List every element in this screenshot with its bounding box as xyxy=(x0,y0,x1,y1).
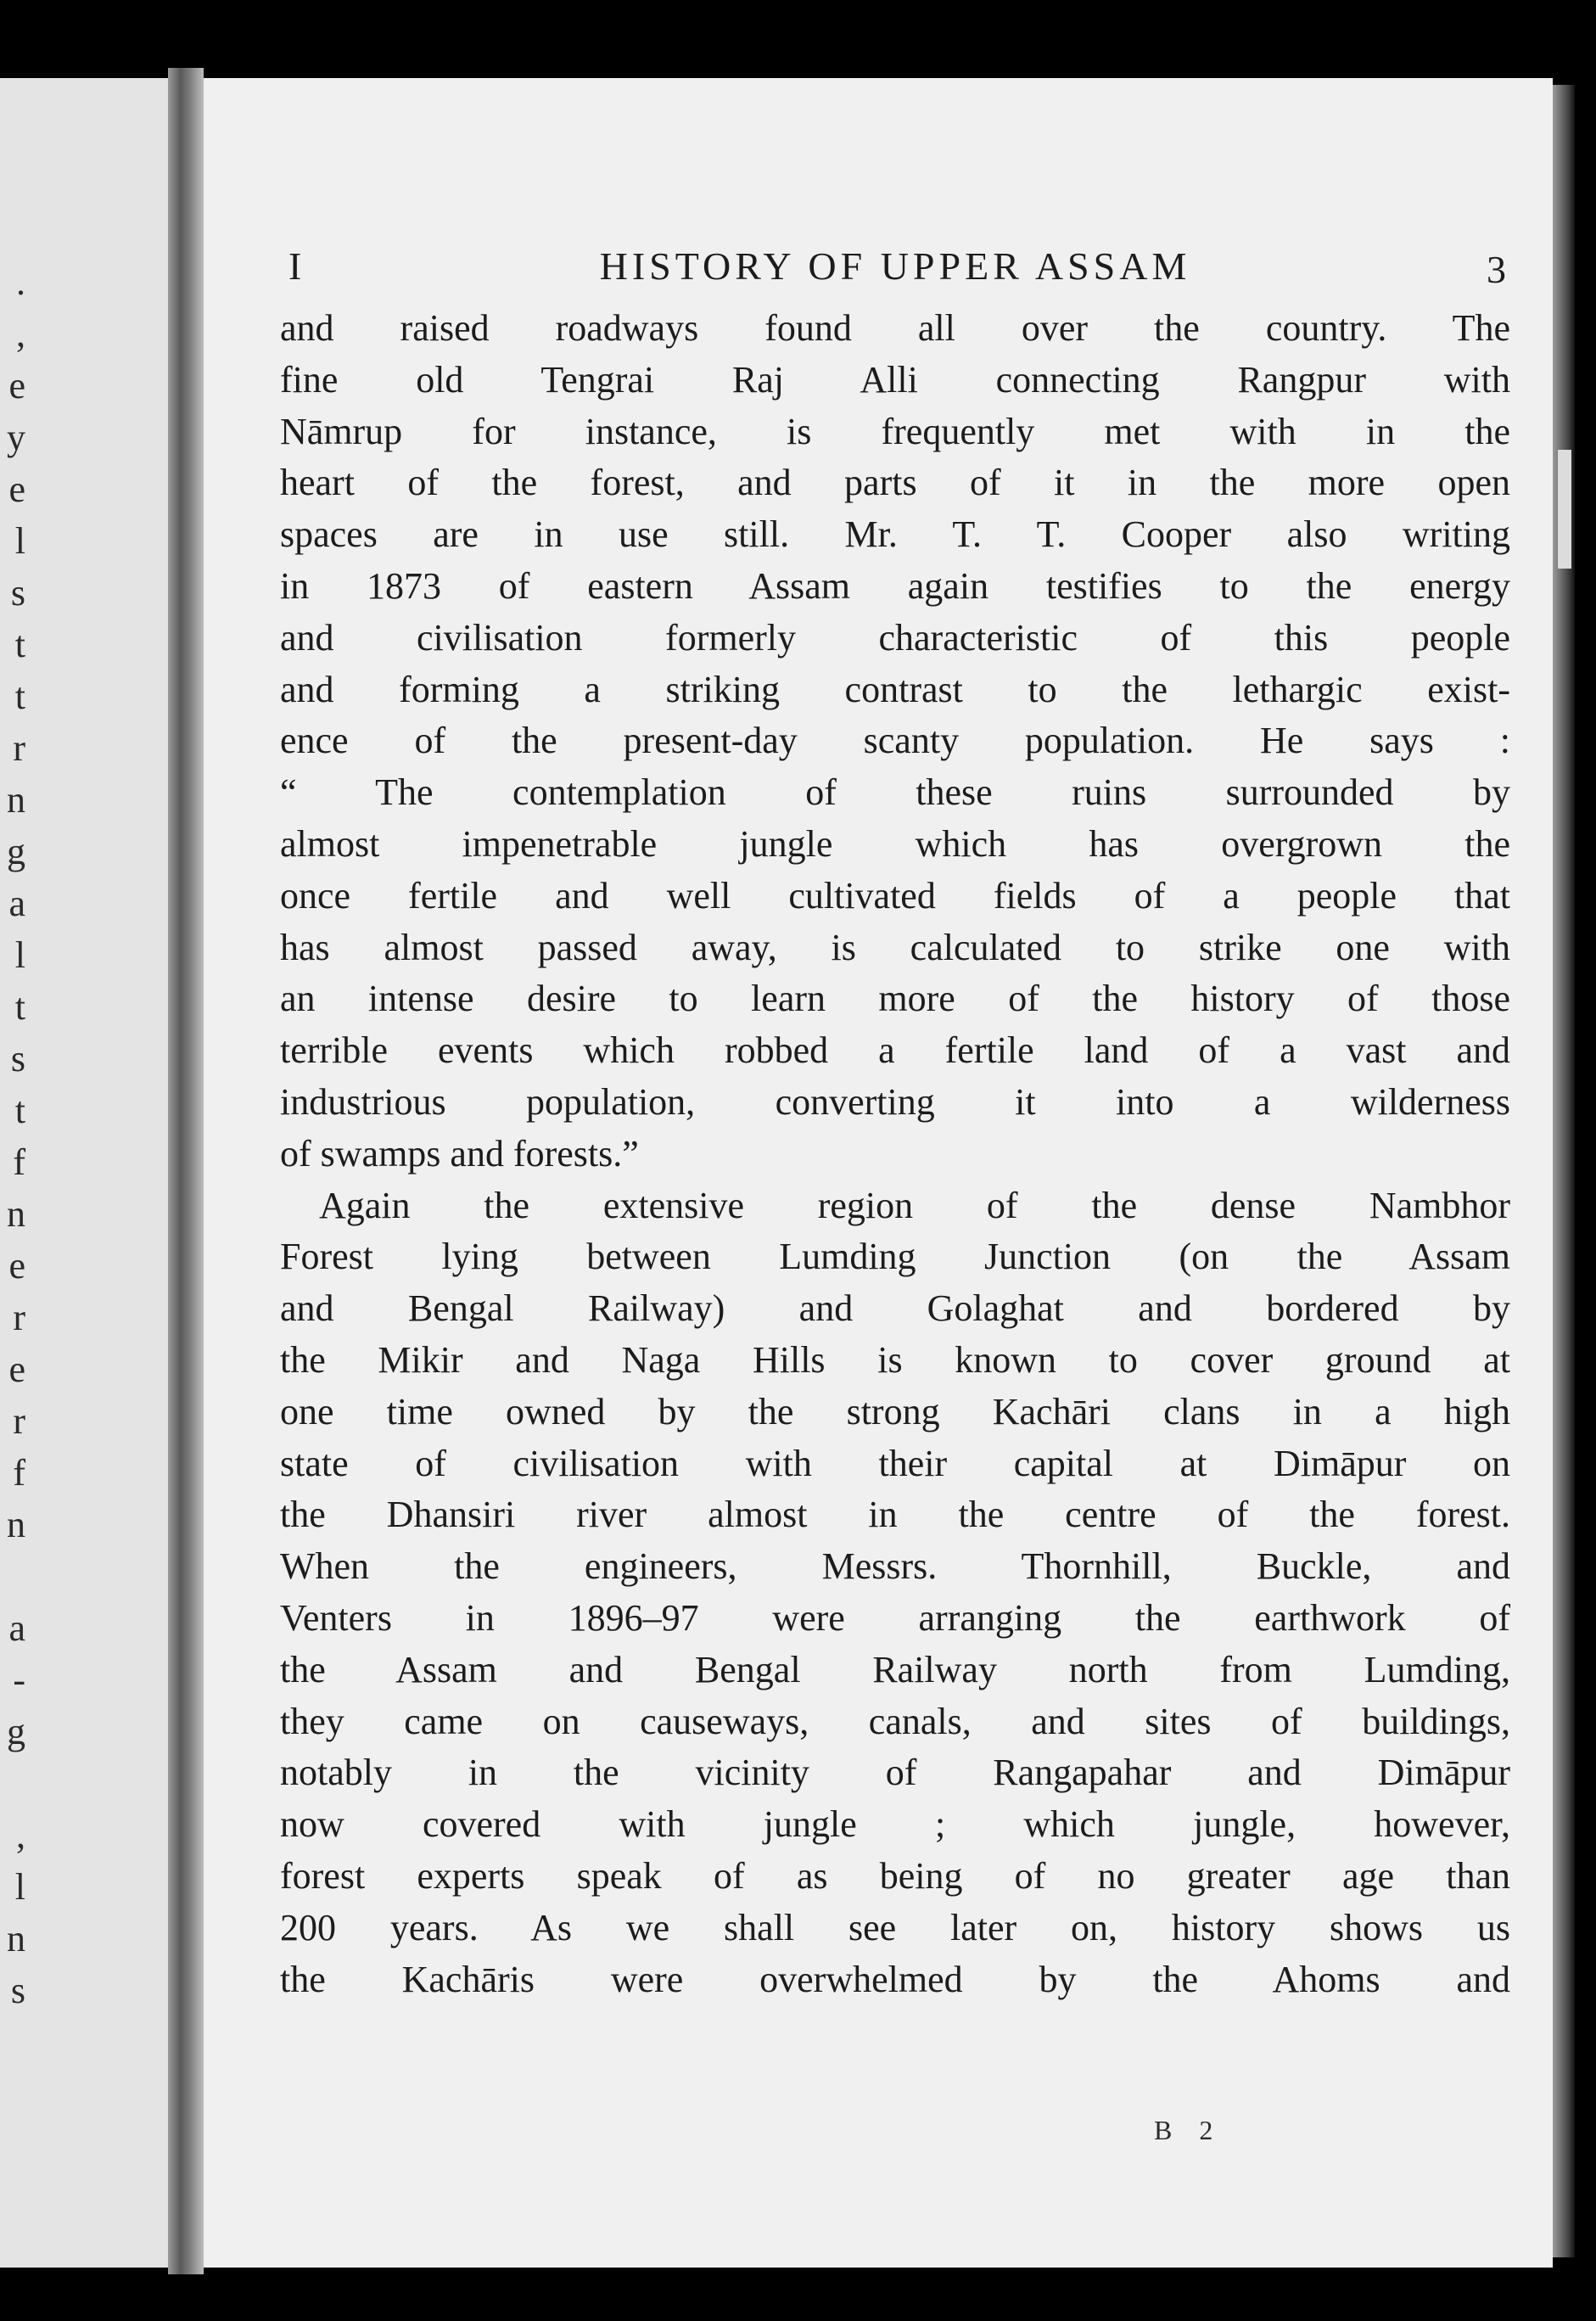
facing-page-char: . xyxy=(16,261,25,303)
text-line: has almost passed away, is calculated to strike one with xyxy=(280,926,1510,968)
printer-signature-mark: B 2 xyxy=(1154,2115,1224,2145)
facing-page-char: r xyxy=(13,1400,25,1442)
facing-page-char xyxy=(0,1550,25,1602)
facing-page-char: a xyxy=(8,883,25,924)
facing-page-char: l xyxy=(14,1866,25,1908)
facing-page-char: s xyxy=(10,572,25,614)
text-line: the Dhansiri river almost in the centre of the forest. xyxy=(280,1494,1510,1536)
text-line: they came on causeways, canals, and sites of buildings, xyxy=(280,1700,1510,1742)
facing-page-char: g xyxy=(7,831,25,872)
facing-page-char: s xyxy=(10,1038,25,1079)
facing-page-char: n xyxy=(7,779,25,821)
text-line: terrible events which robbed a fertile land of a vast and xyxy=(280,1029,1510,1072)
text-line: of swamps and forests.” xyxy=(280,1132,639,1175)
page-edge xyxy=(1553,85,1575,2257)
text-line: in 1873 of eastern Assam again testifies to the energy xyxy=(280,564,1510,607)
facing-page-char: e xyxy=(8,365,25,406)
text-line: one time owned by the strong Kachāri clans in a high xyxy=(280,1390,1510,1432)
facing-page-char: n xyxy=(7,1193,25,1235)
facing-page-char: r xyxy=(13,727,25,769)
text-line: forest experts speak of as being of no greater age than xyxy=(280,1854,1510,1897)
facing-page-char: l xyxy=(14,934,25,976)
facing-page-line-endings xyxy=(0,256,25,2016)
paragraph-first-line: Again the extensive region of the dense Nambhor xyxy=(319,1184,1510,1226)
text-line: When the engineers, Messrs. Thornhill, Buckle, and xyxy=(280,1545,1510,1588)
facing-page-char xyxy=(0,1758,25,1809)
facing-page-char: n xyxy=(7,1918,25,1959)
text-line: notably in the vicinity of Rangapahar and Dimāpur xyxy=(280,1752,1510,1794)
text-line: “ The contemplation of these ruins surrounded by xyxy=(280,771,1510,814)
facing-page-char: - xyxy=(13,1659,25,1701)
facing-page-char: f xyxy=(13,1141,25,1183)
text-line: Venters in 1896–97 were arranging the earthwork of xyxy=(280,1596,1510,1639)
text-line: and Bengal Railway) and Golaghat and bordered by xyxy=(280,1287,1510,1330)
facing-page-char: n xyxy=(7,1504,25,1545)
facing-page-char: t xyxy=(14,624,25,665)
text-line: and civilisation formerly characteristic of this people xyxy=(280,616,1510,659)
facing-page-char: y xyxy=(7,417,25,458)
text-line: ence of the present-day scanty population. He says : xyxy=(280,720,1510,762)
text-line: and raised roadways found all over the country. The xyxy=(280,307,1510,349)
text-line: the Mikir and Naga Hills is known to cover ground at xyxy=(280,1338,1510,1381)
chapter-number: I xyxy=(288,244,306,288)
page-number: 3 xyxy=(1487,248,1510,291)
facing-page-char: t xyxy=(14,1090,25,1131)
facing-page-char: f xyxy=(13,1452,25,1494)
running-title: HISTORY OF UPPER ASSAM xyxy=(599,244,1191,288)
text-line: the Assam and Bengal Railway north from Lumding, xyxy=(280,1648,1510,1690)
text-line: fine old Tengrai Raj Alli connecting Rangpur with xyxy=(280,358,1510,401)
facing-page-char: , xyxy=(16,1814,25,1856)
text-line: 200 years. As we shall see later on, history shows us xyxy=(280,1906,1510,1948)
running-head xyxy=(280,244,1510,303)
facing-page-char: s xyxy=(10,1970,25,2011)
facing-page-char: e xyxy=(8,1348,25,1390)
facing-page-fragment xyxy=(0,78,168,2268)
text-line: Forest lying between Lumding Junction (on the Assam xyxy=(280,1236,1510,1278)
body-text xyxy=(280,303,1510,2005)
book-page xyxy=(204,78,1553,2268)
text-line: the Kachāris were overwhelmed by the Ahoms and xyxy=(280,1958,1510,2000)
text-line: spaces are in use still. Mr. T. T. Cooper also writing xyxy=(280,513,1510,556)
text-line: once fertile and well cultivated fields of a people that xyxy=(280,874,1510,917)
text-line: heart of the forest, and parts of it in the more open xyxy=(280,462,1510,504)
page-text-block xyxy=(280,244,1510,2005)
facing-page-char: e xyxy=(8,1245,25,1287)
facing-page-char: a xyxy=(8,1607,25,1649)
text-line: Nāmrup for instance, is frequently met with in the xyxy=(280,410,1510,452)
page-edge-mark xyxy=(1558,450,1571,569)
facing-page-char: e xyxy=(8,468,25,510)
text-line: state of civilisation with their capital at Dimāpur on xyxy=(280,1442,1510,1484)
text-line: industrious population, converting it into a wilderness xyxy=(280,1080,1510,1123)
text-line: and forming a striking contrast to the lethargic exist- xyxy=(280,668,1510,710)
text-line: an intense desire to learn more of the history of those xyxy=(280,978,1510,1020)
book-gutter xyxy=(168,68,204,2274)
facing-page-char: , xyxy=(16,313,25,355)
facing-page-char: l xyxy=(14,520,25,562)
facing-page-char: g xyxy=(7,1711,25,1752)
text-line: now covered with jungle ; which jungle, however, xyxy=(280,1803,1510,1846)
text-line: almost impenetrable jungle which has overgrown the xyxy=(280,822,1510,865)
facing-page-char: r xyxy=(13,1297,25,1338)
facing-page-char: t xyxy=(14,986,25,1028)
facing-page-char: t xyxy=(14,676,25,717)
